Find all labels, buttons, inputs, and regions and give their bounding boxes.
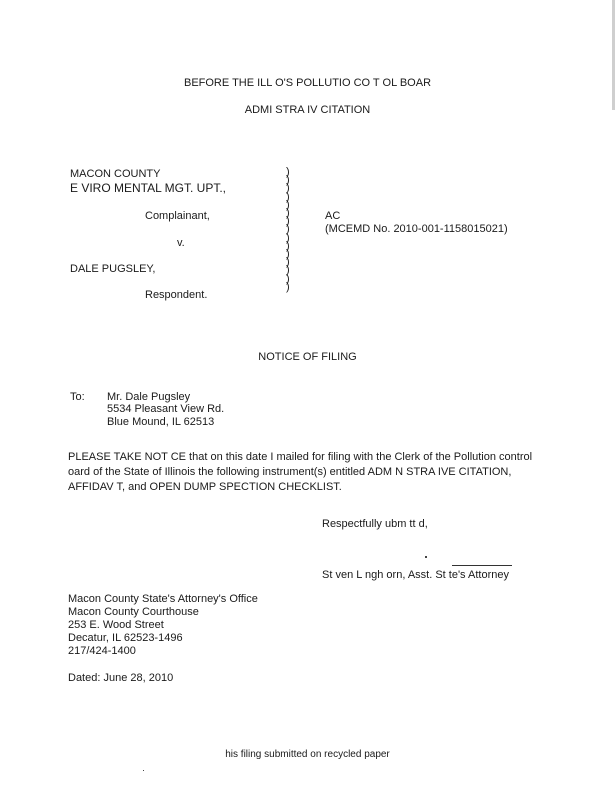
addressee-name: Mr. Dale Pugsley [107, 391, 191, 403]
signature-closing: Respectfully ubm tt d, [322, 518, 428, 530]
signer-name: St ven L ngh orn, Asst. St te's Attorney [322, 569, 509, 581]
complainant-role: Complainant, [145, 210, 210, 222]
case-type-ac: AC [325, 210, 341, 222]
notice-heading: NOTICE OF FILING [258, 351, 357, 363]
office-line-2: Macon County Courthouse [68, 606, 199, 618]
scan-speck [425, 556, 427, 558]
document-title: ADMI STRA IV CITATION [244, 104, 371, 116]
footer-recycled-note: his filing submitted on recycled paper [225, 749, 390, 760]
office-line-3: 253 E. Wood Street [68, 619, 164, 631]
scan-speck-footer [143, 770, 144, 771]
complainant-name-line2: E VIRO MENTAL MGT. UPT., [70, 181, 227, 195]
office-line-4: Decatur, IL 62523-1496 [68, 632, 183, 644]
office-line-1: Macon County State's Attorney's Office [68, 593, 258, 605]
notice-body-paragraph: PLEASE TAKE NOT CE that on this date I mailed for filing with the Clerk of the Pollution control oard of the State of Illinois the following instrument(s) entitled ADM N STRA IVE CITATION, AFFIDAV T, and OPEN DUMP SPECTION CHECKLIST. [68, 451, 533, 493]
signature-line [452, 565, 512, 566]
complainant-name-line1: MACON COUNTY [70, 168, 161, 180]
addressee-city: Blue Mound, IL 62513 [107, 416, 215, 428]
versus-label: v. [177, 237, 185, 249]
respondent-role: Respondent. [145, 289, 208, 301]
addressee-street: 5534 Pleasant View Rd. [107, 403, 225, 415]
case-number: (MCEMD No. 2010-001-1158015021) [325, 223, 508, 235]
court-heading: BEFORE THE ILL O'S POLLUTIO CO T OL BOAR [183, 77, 432, 89]
respondent-name: DALE PUGSLEY, [70, 263, 156, 275]
caption-parenthesis-column: ) ) ) ) ) ) ) ) ) ) ) ) ) ) ) [286, 166, 290, 293]
to-label: To: [70, 391, 85, 403]
dated-line: Dated: June 28, 2010 [68, 672, 174, 684]
office-line-5: 217/424-1400 [68, 645, 136, 657]
